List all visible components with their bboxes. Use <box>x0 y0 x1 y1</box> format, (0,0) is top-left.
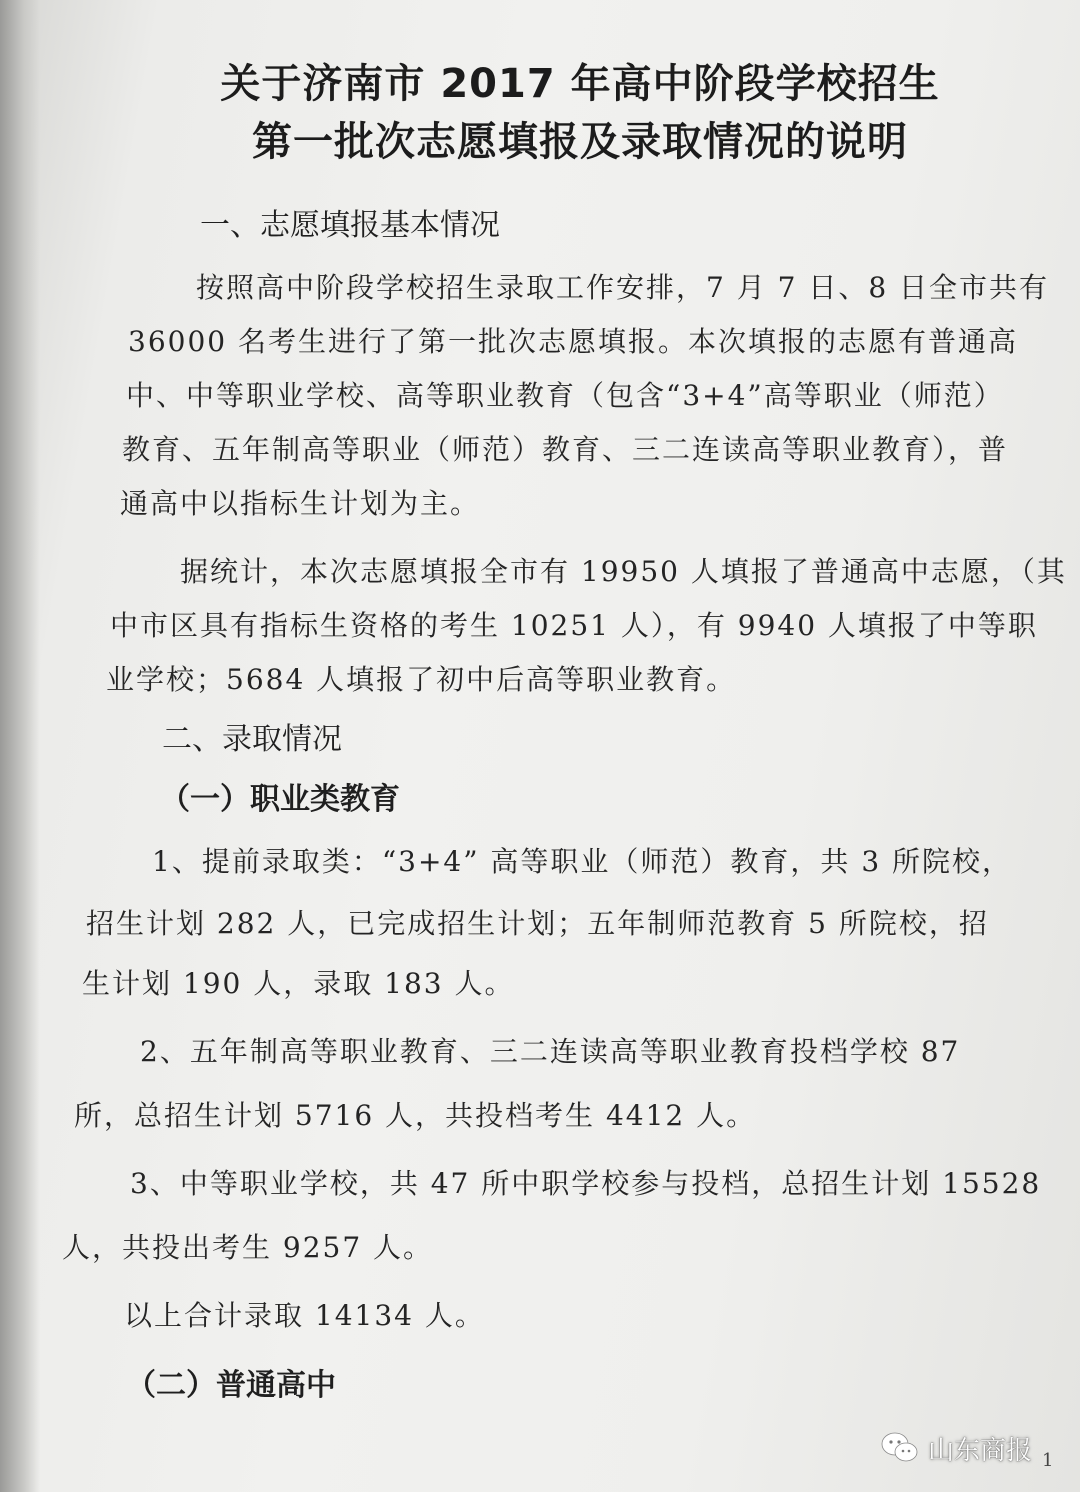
paragraph-line: 按照高中阶段学校招生录取工作安排，7 月 7 日、8 日全市共有 <box>196 271 1050 304</box>
paragraph-line: 中、中等职业学校、高等职业教育（包含“3+4”高等职业（师范） <box>126 379 1004 412</box>
paragraph-line: 生计划 190 人，录取 183 人。 <box>82 967 515 1000</box>
paragraph-line: 人，共投出考生 9257 人。 <box>62 1231 434 1264</box>
paragraph-line: 通高中以指标生计划为主。 <box>120 487 481 520</box>
watermark-text: 山东商报 <box>928 1435 1033 1466</box>
paragraph-line: 36000 名考生进行了第一批次志愿填报。本次填报的志愿有普通高 <box>128 325 1018 358</box>
paragraph-line: 业学校；5684 人填报了初中后高等职业教育。 <box>106 663 737 696</box>
paragraph-line: 教育、五年制高等职业（师范）教育、三二连读高等职业教育），普 <box>122 433 1009 466</box>
paragraph-line: 据统计，本次志愿填报全市有 19950 人填报了普通高中志愿，（其 <box>180 555 1067 588</box>
section1-heading: 一、志愿填报基本情况 <box>200 208 500 243</box>
document-title-line1: 关于济南市 2017 年高中阶段学校招生 <box>220 61 940 107</box>
paragraph-line: 所，总招生计划 5716 人，共投档考生 4412 人。 <box>74 1099 757 1132</box>
subsection2-heading: （二）普通高中 <box>126 1368 336 1403</box>
section2-heading: 二、录取情况 <box>162 722 342 757</box>
wechat-icon <box>880 1430 920 1466</box>
document-title-line2: 第一批次志愿填报及录取情况的说明 <box>252 119 908 165</box>
paragraph-line: 招生计划 282 人，已完成招生计划；五年制师范教育 5 所院校，招 <box>86 907 989 940</box>
paragraph-line: 2、五年制高等职业教育、三二连读高等职业教育投档学校 87 <box>140 1035 961 1068</box>
paragraph-line: 1、提前录取类：“3+4” 高等职业（师范）教育，共 3 所院校， <box>152 845 1013 878</box>
total-line: 以上合计录取 14134 人。 <box>124 1299 485 1332</box>
watermark <box>880 1428 1032 1468</box>
paragraph-line: 中市区具有指标生资格的考生 10251 人），有 9940 人填报了中等职 <box>110 609 1038 642</box>
subsection1-heading: （一）职业类教育 <box>160 782 400 817</box>
page-number: 1 <box>1042 1450 1054 1471</box>
paragraph-line: 3、中等职业学校，共 47 所中职学校参与投档，总招生计划 15528 <box>130 1167 1042 1200</box>
